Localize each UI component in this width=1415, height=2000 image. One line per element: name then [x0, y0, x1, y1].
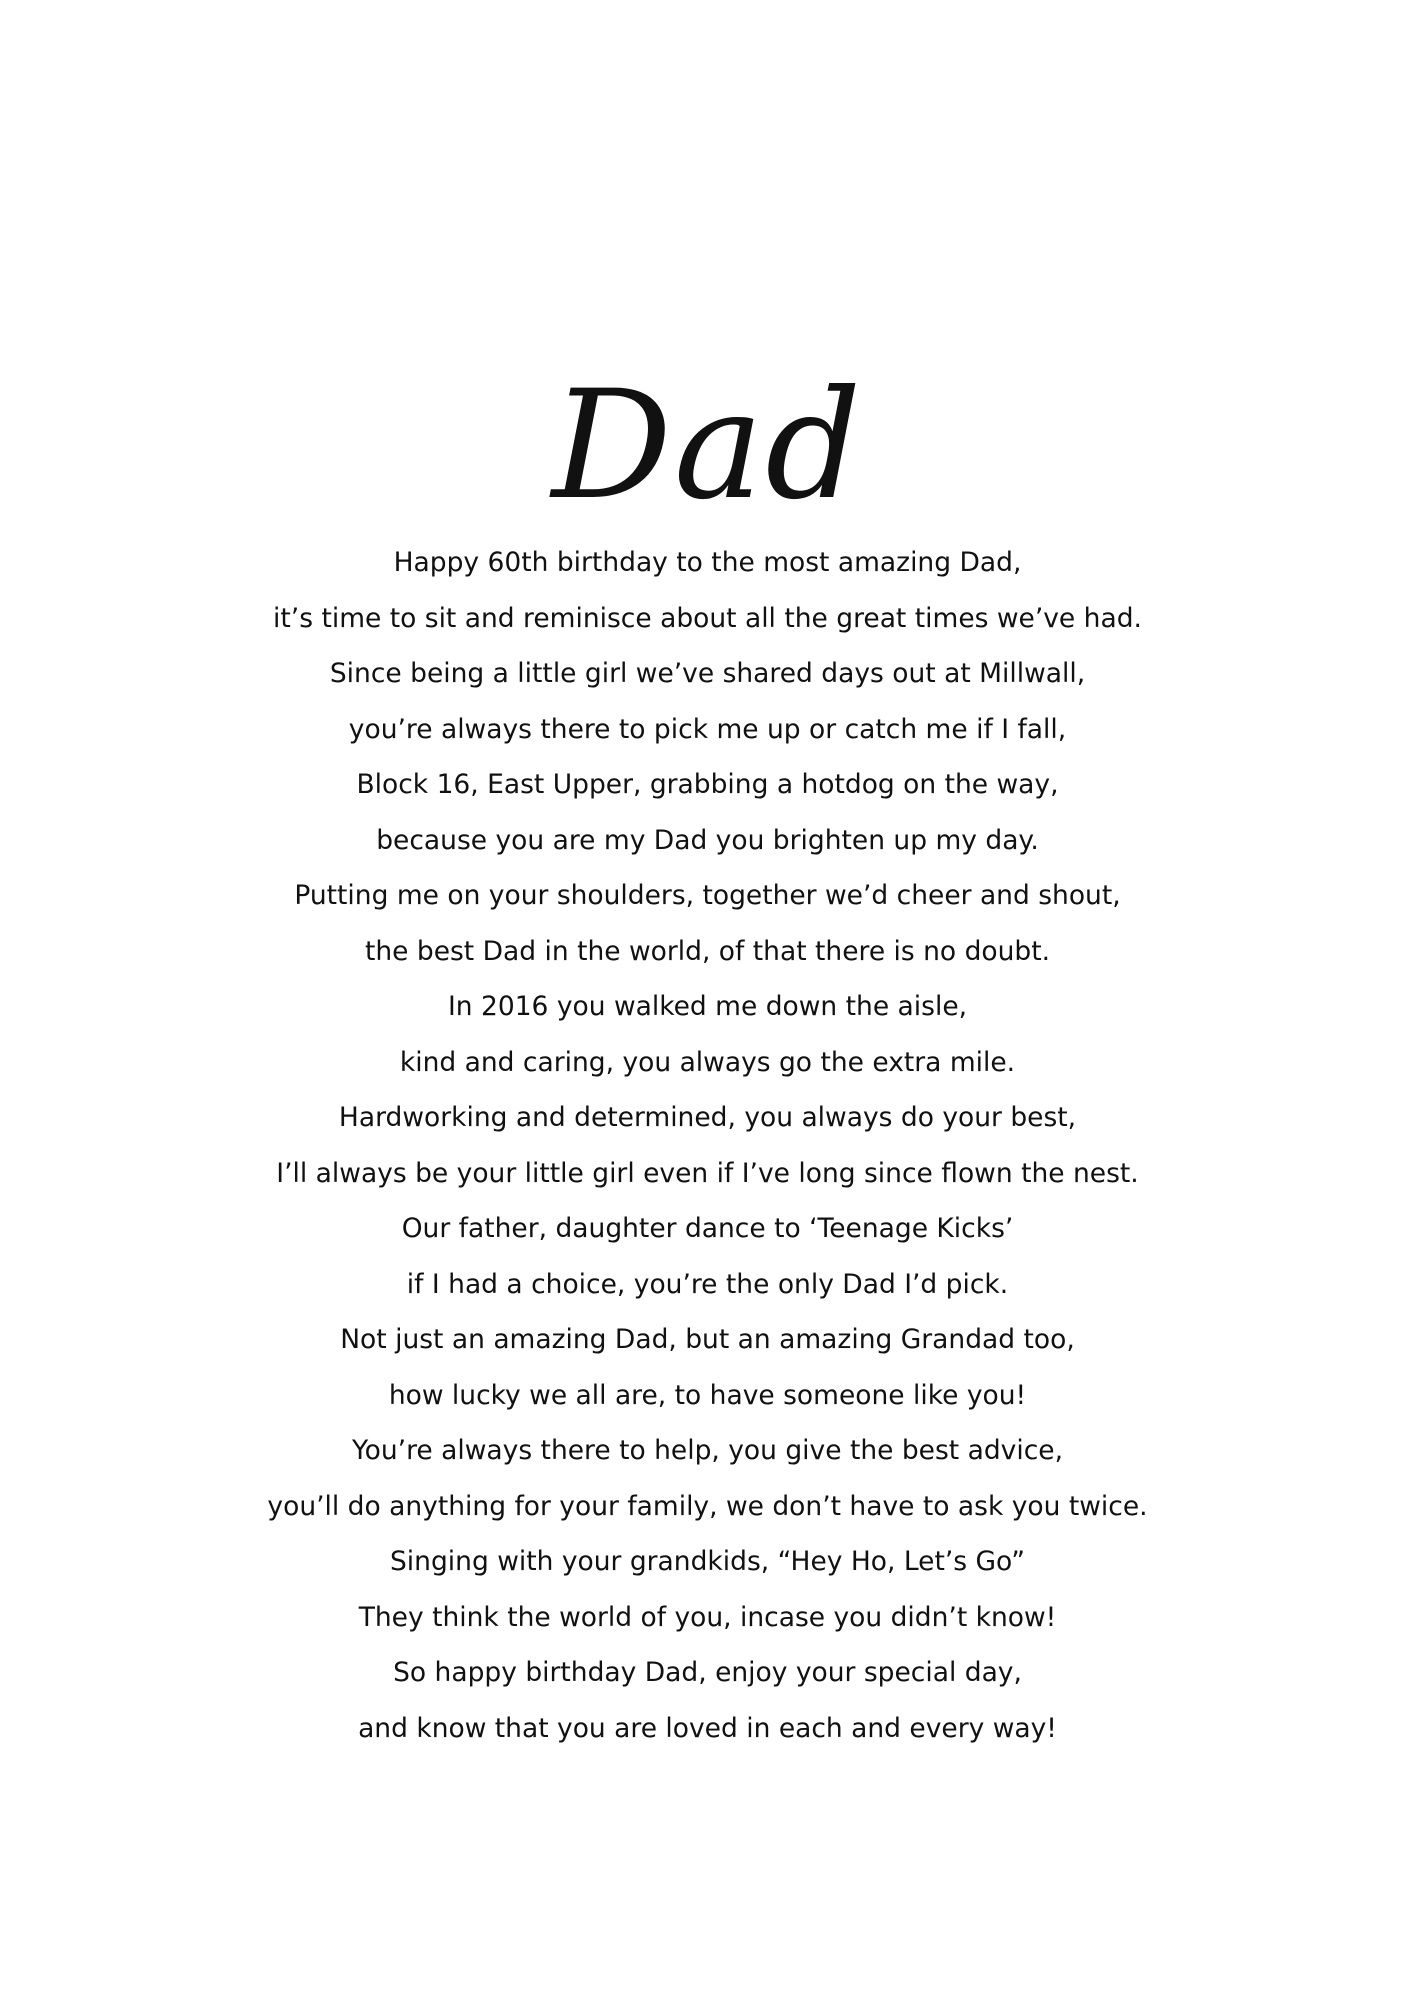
- poem-line: Block 16, East Upper, grabbing a hotdog on the way,: [356, 769, 1059, 800]
- poem-body: [0, 535, 1415, 1756]
- poem-line: I’ll always be your little girl even if I’ve long since flown the nest.: [276, 1157, 1139, 1189]
- poem-line: because you are my Dad you brighten up my day.: [376, 824, 1039, 856]
- poem-line: how lucky we all are, to have someone like you!: [388, 1379, 1027, 1411]
- poem-line: Putting me on your shoulders, together we’d cheer and shout,: [294, 880, 1121, 911]
- poem-line: it’s time to sit and reminisce about all the great times we’ve had.: [273, 602, 1142, 634]
- poem-line: Since being a little girl we’ve shared days out at Millwall,: [329, 658, 1086, 689]
- poem-line: Our father, daughter dance to ‘Teenage Kicks’: [401, 1213, 1014, 1244]
- poem-line: Hardworking and determined, you always do your best,: [338, 1102, 1077, 1133]
- poem-line: They think the world of you, incase you didn’t know!: [358, 1601, 1057, 1633]
- poem-line: the best Dad in the world, of that there is no doubt.: [364, 935, 1051, 967]
- poem-line: Singing with your grandkids, “Hey Ho, Let’s Go”: [389, 1546, 1026, 1577]
- poem-line: and know that you are loved in each and every way!: [358, 1712, 1057, 1744]
- poem-line: Happy 60th birthday to the most amazing Dad,: [393, 547, 1022, 578]
- poem-line: if I had a choice, you’re the only Dad I’d pick.: [406, 1268, 1009, 1300]
- poem-line: you’re always there to pick me up or catch me if I fall,: [348, 713, 1067, 745]
- page-title: Dad: [551, 358, 864, 533]
- poem-line: kind and caring, you always go the extra mile.: [399, 1046, 1016, 1078]
- poem-line: you’ll do anything for your family, we don’t have to ask you twice.: [267, 1490, 1148, 1522]
- poem-line: You’re always there to help, you give the best advice,: [351, 1435, 1064, 1466]
- poem-line: In 2016 you walked me down the aisle,: [447, 991, 968, 1022]
- poem-line: So happy birthday Dad, enjoy your special day,: [393, 1657, 1022, 1688]
- poem-line: Not just an amazing Dad, but an amazing Grandad too,: [340, 1324, 1075, 1355]
